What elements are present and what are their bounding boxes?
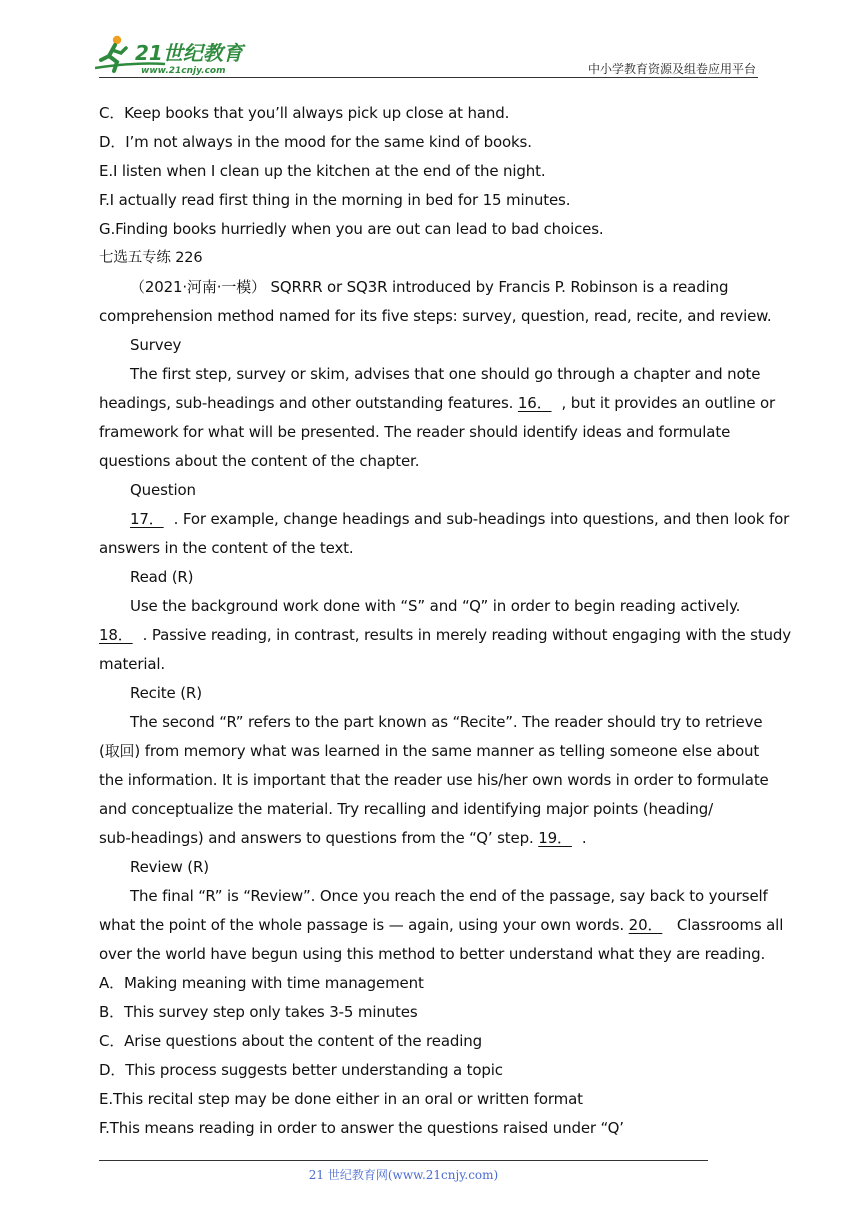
subheading: Question [130, 481, 196, 499]
footer-divider [99, 1160, 708, 1161]
passage-text: headings, sub-headings and other outstanding features. [99, 394, 518, 412]
subheading: Read (R) [130, 568, 194, 586]
header-divider [99, 77, 758, 78]
blank-20: 20． [628, 916, 663, 934]
header-platform-text: 中小学教育资源及组卷应用平台 [587, 62, 756, 76]
passage-line [99, 621, 792, 650]
passage-text: sub-headings) and answers to questions from the “Q’ step. [99, 829, 539, 847]
footer-text: 21 世纪教育网(www.21cnjy.com) [308, 1168, 499, 1182]
passage-line: and conceptualize the material. Try recalling and identifying major points (heading/ [99, 800, 713, 818]
passage-text: . Passive reading, in contrast, results in merely reading without engaging with the study [142, 626, 792, 644]
section-title: 七选五专练 226 [99, 250, 203, 266]
passage-text: . [581, 829, 587, 847]
passage-text: , but it provides an outline or [561, 394, 776, 412]
subheading: Recite (R) [130, 684, 202, 702]
passage-line [99, 505, 790, 534]
option-line: E.This recital step may be done either in an oral or written format [99, 1090, 583, 1108]
passage-line: the information. It is important that the reader use his/her own words in order to formulate [99, 771, 769, 789]
passage-line [99, 389, 776, 418]
passage-text: . For example, change headings and sub-headings into questions, and then look for [173, 510, 790, 528]
option-line: A．Making meaning with time management [99, 974, 424, 992]
passage-line: The second “R” refers to the part known as “Recite”. The reader should try to retrieve [130, 713, 763, 731]
logo [95, 34, 260, 76]
blank-18: 18． [99, 626, 133, 644]
blank-19: 19． [538, 829, 572, 847]
passage-line: The first step, survey or skim, advises that one should go through a chapter and note [130, 365, 761, 383]
passage-line: The final “R” is “Review”. Once you reach the end of the passage, say back to yourself [130, 887, 768, 905]
passage-line [99, 911, 784, 940]
option-line: F.This means reading in order to answer the questions raised under “Q’ [99, 1119, 624, 1137]
blank-16: 16． [517, 394, 552, 412]
passage-line: Use the background work done with “S” and “Q” in order to begin reading actively. [130, 597, 741, 615]
passage-line: material. [99, 655, 166, 673]
passage-line: comprehension method named for its five steps: survey, question, read, recite, and review. [99, 307, 772, 325]
page-header [0, 0, 860, 80]
passage-text: Classrooms all [672, 916, 784, 934]
passage-line: answers in the content of the text. [99, 539, 354, 557]
passage-line: framework for what will be presented. The reader should identify ideas and formulate [99, 423, 731, 441]
option-line: D．I’m not always in the mood for the same kind of books. [99, 133, 532, 151]
logo-main-text: 21世纪教育 [135, 41, 243, 65]
document-body [99, 99, 792, 1143]
option-line: E.I listen when I clean up the kitchen at the end of the night. [99, 162, 546, 180]
passage-text: what the point of the whole passage is — again, using your own words. [99, 916, 629, 934]
passage-line [99, 824, 763, 853]
option-line: C．Arise questions about the content of the reading [99, 1032, 482, 1050]
option-line: G.Finding books hurriedly when you are out can lead to bad choices. [99, 220, 604, 238]
passage-line: over the world have begun using this method to better understand what they are reading. [99, 945, 766, 963]
passage-line: questions about the content of the chapter. [99, 452, 420, 470]
subheading: Review (R) [130, 858, 209, 876]
passage-line [99, 273, 763, 302]
option-line: D．This process suggests better understanding a topic [99, 1061, 503, 1079]
subheading: Survey [130, 336, 182, 354]
passage-text: （2021·河南·一模） SQRRR or SQ3R introduced by Francis P. Robinson is a reading [130, 278, 729, 296]
logo-url-text: www.21cnjy.com [141, 66, 226, 76]
option-line: F.I actually read first thing in the morning in bed for 15 minutes. [99, 191, 571, 209]
passage-line: (取回) from memory what was learned in the same manner as telling someone else about [99, 742, 760, 760]
option-line: B．This survey step only takes 3-5 minutes [99, 1003, 418, 1021]
option-line: C．Keep books that you’ll always pick up close at hand. [99, 104, 510, 122]
blank-17: 17． [130, 510, 164, 528]
